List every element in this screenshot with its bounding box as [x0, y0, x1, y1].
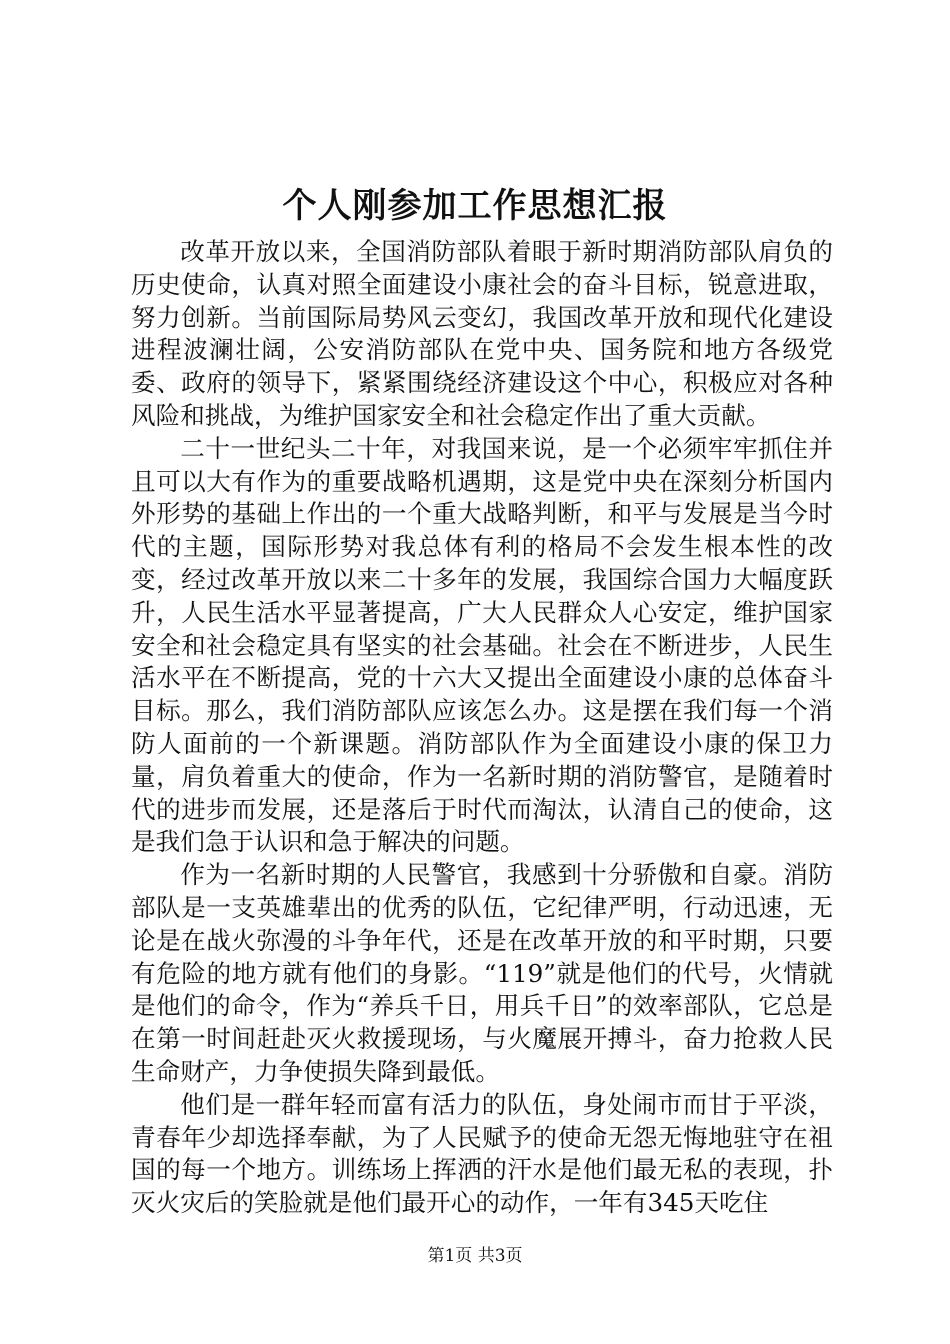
paragraph: 他们是一群年轻而富有活力的队伍，身处闹市而甘于平淡，青春年少却选择奉献，为了人民赋予的使命无怨无悔地驻守在祖国的每一个地方。训练场上挥洒的汗水是他们最无私的表现，扑灭火灾后的笑脸就是他们最开心的动作，一年有345天吃住 — [131, 1089, 833, 1218]
paragraph: 改革开放以来，全国消防部队着眼于新时期消防部队肩负的历史使命，认真对照全面建设小康社会的奋斗目标，锐意进取，努力创新。当前国际局势风云变幻，我国改革开放和现代化建设进程波澜壮阔，公安消防部队在党中央、国务院和地方各级党委、政府的领导下，紧紧围绕经济建设这个中心，积极应对各种风险和挑战，为维护国家安全和社会稳定作出了重大贡献。 — [131, 237, 833, 430]
document-title: 个人刚参加工作思想汇报 — [282, 186, 668, 226]
document-body — [131, 236, 833, 1220]
paragraph: 作为一名新时期的人民警官，我感到十分骄傲和自豪。消防部队是一支英雄辈出的优秀的队伍，它纪律严明，行动迅速，无论是在战火弥漫的斗争年代，还是在改革开放的和平时期，只要有危险的地方就有他们的身影。“119”就是他们的代号，火情就是他们的命令，作为“养兵千日，用兵千日”的效率部队，它总是在第一时间赶赴灭火救援现场，与火魔展开搏斗，奋力抢救人民生命财产，力争使损失降到最低。 — [131, 860, 833, 1086]
paragraph: 二十一世纪头二十年，对我国来说，是一个必须牢牢抓住并且可以大有作为的重要战略机遇期，这是党中央在深刻分析国内外形势的基础上作出的一个重大战略判断，和平与发展是当今时代的主题，国际形势对我总体有利的格局不会发生根本性的改变，经过改革开放以来二十多年的发展，我国综合国力大幅度跃升，人民生活水平显著提高，广大人民群众人心安定，维护国家安全和社会稳定具有坚实的社会基础。社会在不断进步，人民生活水平在不断提高，党的十六大又提出全面建设小康的总体奋斗目标。那么，我们消防部队应该怎么办。这是摆在我们每一个消防人面前的一个新课题。消防部队作为全面建设小康的保卫力量，肩负着重大的使命，作为一名新时期的消防警官，是随着时代的进步而发展，还是落后于时代而淘汰，认清自己的使命，这是我们急于认识和急于解决的问题。 — [131, 433, 833, 857]
page-footer: 第1页 共3页 — [427, 1246, 523, 1266]
